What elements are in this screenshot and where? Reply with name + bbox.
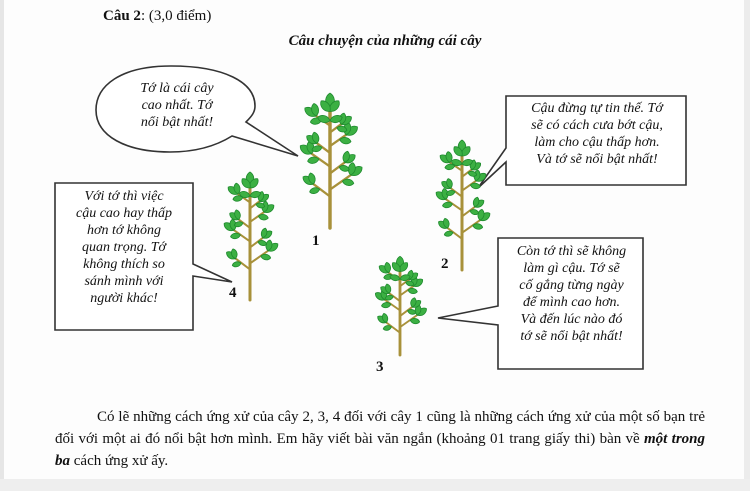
bubble-line: Với tớ thì việc (84, 189, 164, 204)
tree-number-4: 4 (229, 285, 237, 301)
tree-1 (298, 93, 364, 228)
story-title: Câu chuyện của những cái cây (288, 33, 482, 49)
bubble-line: cậu cao hay thấp (75, 206, 173, 221)
question-label: Câu 2 (103, 8, 141, 24)
tree-number-2: 2 (441, 256, 449, 272)
bubble-line: Và tớ sẽ nổi bật nhất! (536, 152, 658, 167)
bubble-text-tree2 (508, 100, 686, 168)
task-text-part2: cách ứng xử ấy. (70, 453, 169, 469)
bubble-line: nổi bật nhất! (140, 115, 214, 130)
bubble-line: Tớ là cái cây (140, 81, 214, 96)
bubble-line: Cậu đừng tự tin thế. Tớ (531, 101, 663, 116)
task-text-part1: Có lẽ những cách ứng xử của cây 2, 3, 4 đối với cây 1 cũng là những cách ứng xử của một số bạn trẻ đối với một ai đó nổi bật hơn mình. Em hãy viết bài văn ngắn (khoảng 01 trang giấy thi) bàn về (55, 409, 705, 447)
bubble-line: Và đến lúc nào đó (520, 312, 623, 327)
task-paragraph (55, 406, 705, 472)
bubble-line: người khác! (90, 291, 158, 306)
tree-3 (374, 256, 429, 355)
task-text-emphasis: một trong ba (55, 431, 705, 469)
bubble-line: quan trọng. Tớ (81, 240, 167, 255)
bubble-text-tree3 (500, 243, 643, 345)
bubble-line: làm gì cậu. Tớ sẽ (523, 261, 620, 276)
bubble-line: tớ sẽ nổi bật nhất! (520, 329, 623, 344)
bubble-line: sánh mình với (84, 274, 164, 289)
bubble-text-tree1 (118, 80, 236, 131)
bubble-line: sẽ có cách cưa bớt cậu, (531, 118, 663, 133)
question-points: : (3,0 điểm) (140, 8, 212, 24)
bubble-line: không thích so (83, 257, 165, 272)
bubble-line: cao nhất. Tớ (141, 98, 213, 113)
bubble-line: hơn tớ không (86, 223, 162, 238)
bubble-text-tree4 (57, 188, 191, 307)
tree-number-3: 3 (376, 359, 384, 375)
bubble-line: cố gắng từng ngày (519, 278, 624, 293)
bubble-line: để mình cao hơn. (523, 295, 620, 310)
bubble-line: Còn tớ thì sẽ không (516, 244, 627, 259)
bubble-line: làm cho cậu thấp hơn. (534, 135, 660, 150)
tree-2 (434, 140, 491, 270)
tree-number-1: 1 (312, 233, 320, 249)
